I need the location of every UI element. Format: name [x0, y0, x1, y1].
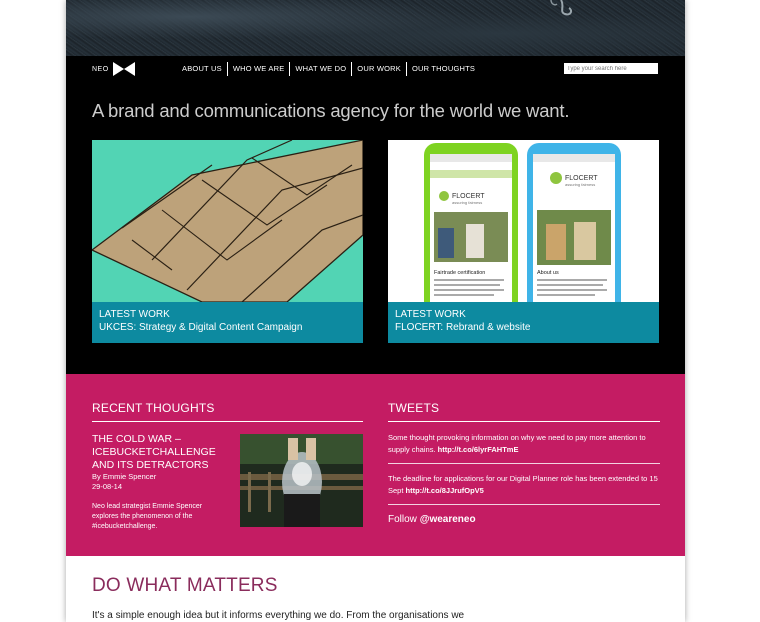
thought-blurb: Neo lead strategist Emmie Spencer explores the phenomenon of the #icebucketchallenge. [92, 503, 203, 530]
recent-thoughts-heading: RECENT THOUGHTS [92, 401, 215, 415]
top-section [66, 56, 685, 374]
work-card-caption [92, 302, 363, 343]
nav-who-we-are[interactable]: WHO WE ARE [227, 62, 290, 76]
section-intro-text: It's a simple enough idea but it informs everything we do. From the organisations we [92, 610, 465, 621]
swirl-graphic [521, 0, 601, 20]
main-navigation [66, 56, 685, 82]
work-card-title: UKCES: Strategy & Digital Content Campaign [99, 322, 303, 333]
tweet-link[interactable]: http://t.co/6lyrFAHTmE [437, 445, 519, 454]
svg-text:Fairtrade certification: Fairtrade certification [434, 270, 486, 276]
site-logo[interactable] [92, 62, 135, 76]
page [66, 0, 685, 622]
tweets-heading: TWEETS [388, 401, 440, 415]
flocert-phones-image [388, 140, 659, 302]
section-title: DO WHAT MATTERS [92, 575, 278, 596]
thought-title-link[interactable]: THE COLD WAR – ICEBUCKETCHALLENGE AND ITS DETRACTORS [92, 433, 216, 471]
work-card-ukces[interactable] [92, 140, 363, 343]
follow-line [388, 514, 476, 525]
thought-meta [92, 472, 156, 492]
nav-links [182, 62, 480, 76]
thoughts-and-tweets-section [66, 374, 685, 556]
svg-text:assuring fairness: assuring fairness [565, 182, 596, 187]
divider [388, 504, 660, 505]
work-card-label: LATEST WORK [395, 309, 466, 320]
tweet-text: The deadline for applications for our Digital Planner role has been extended to 15 Sept [388, 474, 658, 495]
tweet-item [388, 432, 660, 456]
follow-label: Follow [388, 514, 420, 525]
bowtie-logo-icon [113, 62, 135, 76]
thought-author: By Emmie Spencer [92, 472, 157, 481]
work-card-flocert[interactable] [388, 140, 659, 343]
tweet-item [388, 473, 660, 497]
divider [388, 421, 660, 422]
work-card-title: FLOCERT: Rebrand & website [395, 322, 531, 333]
ice-bucket-photo[interactable] [240, 434, 363, 527]
work-card-caption [388, 302, 659, 343]
chocolate-bar-illustration [92, 140, 363, 302]
follow-handle-link[interactable]: @weareneo [419, 514, 476, 525]
divider [388, 463, 660, 464]
tweet-link[interactable]: http://t.co/8JJrufOpV5 [405, 486, 484, 495]
nav-what-we-do[interactable]: WHAT WE DO [289, 62, 351, 76]
page-tagline: A brand and communications agency for the world we want. [92, 100, 570, 121]
svg-text:assuring fairness: assuring fairness [452, 200, 483, 205]
logo-text: NEO [92, 65, 109, 73]
tweet-text: Some thought provoking information on why we need to pay more attention to supply chains. [388, 433, 646, 454]
hero-banner-image [66, 0, 685, 56]
svg-text:FLOCERT: FLOCERT [452, 193, 485, 200]
svg-text:About us: About us [537, 270, 559, 276]
do-what-matters-section [66, 556, 685, 622]
divider [92, 421, 363, 422]
nav-our-work[interactable]: OUR WORK [351, 62, 406, 76]
svg-text:FLOCERT: FLOCERT [565, 175, 598, 182]
nav-our-thoughts[interactable]: OUR THOUGHTS [406, 62, 480, 76]
thought-date: 29-08-14 [92, 482, 123, 491]
search-input[interactable] [564, 63, 658, 74]
work-card-label: LATEST WORK [99, 309, 170, 320]
nav-about-us[interactable]: ABOUT US [182, 64, 222, 73]
